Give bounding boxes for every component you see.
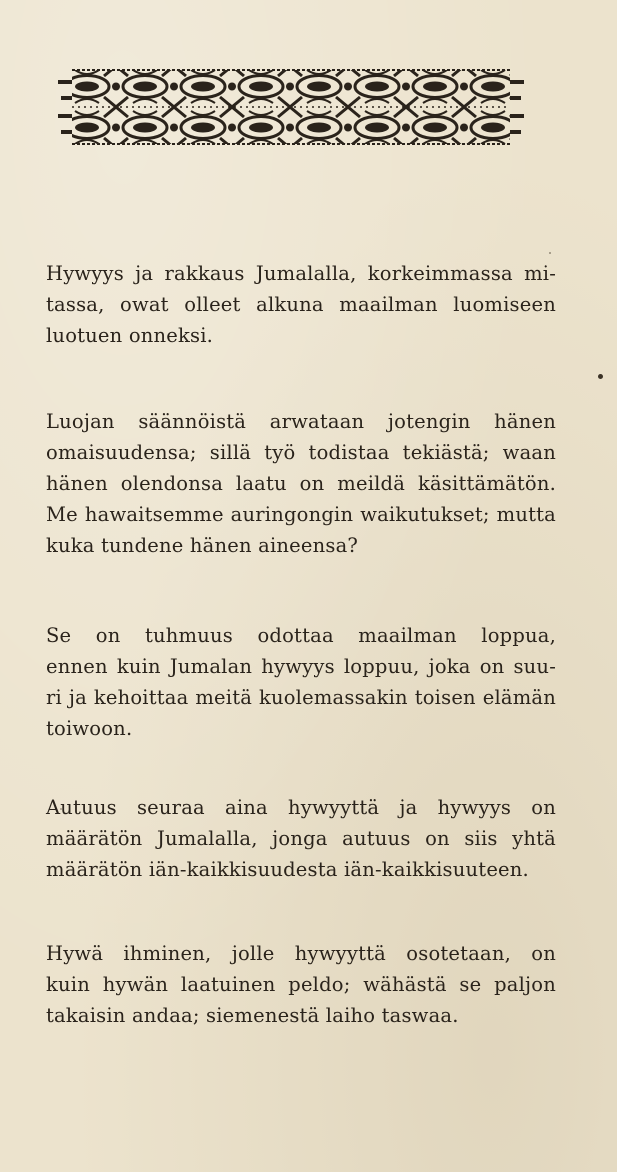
text-line: ennen kuin Jumalan hywyys loppuu, joka on suu- — [46, 655, 556, 678]
text-line: ri ja kehoittaa meitä kuolemassakin toisen elämän — [46, 686, 556, 709]
paragraph-4 — [46, 792, 556, 885]
paragraph-1 — [46, 258, 556, 351]
text-line: Luojan säännöistä arwataan jotengin hänen — [46, 410, 556, 433]
paragraph-2 — [46, 406, 556, 561]
text-line: takaisin andaa; siemenestä laiho taswaa. — [46, 1004, 459, 1027]
text-line: Se on tuhmuus odottaa maailman loppua, — [46, 624, 556, 647]
paper-speck — [549, 252, 551, 254]
text-line: omaisuudensa; sillä työ todistaa tekiästä; waan — [46, 441, 556, 464]
text-line: luotuen onneksi. — [46, 324, 214, 347]
paragraph-5 — [46, 938, 556, 1031]
text-line: Hywyys ja rakkaus Jumalalla, korkeimmassa mi- — [46, 262, 556, 285]
decorative-headpiece-icon — [58, 66, 524, 148]
text-line: hänen olendonsa laatu on meildä käsittämätön. — [46, 472, 556, 495]
text-line: kuin hywän laatuinen peldo; wähästä se paljon — [46, 973, 556, 996]
paragraph-3 — [46, 620, 556, 744]
paper-speck — [598, 374, 603, 379]
text-line: Hywä ihminen, jolle hywyyttä osotetaan, on — [46, 942, 556, 965]
text-line: toiwoon. — [46, 717, 133, 740]
paper-speck — [60, 808, 62, 810]
text-line: määrätön iän-kaikkisuudesta iän-kaikkisuuteen. — [46, 858, 529, 881]
text-line: tassa, owat olleet alkuna maailman luomiseen — [46, 293, 556, 316]
text-line: kuka tundene hänen aineensa? — [46, 534, 359, 557]
text-line: Me hawaitsemme auringongin waikutukset; mutta — [46, 503, 556, 526]
text-line: Autuus seuraa aina hywyyttä ja hywyys on — [46, 796, 556, 819]
text-line: määrätön Jumalalla, jonga autuus on siis yhtä — [46, 827, 556, 850]
